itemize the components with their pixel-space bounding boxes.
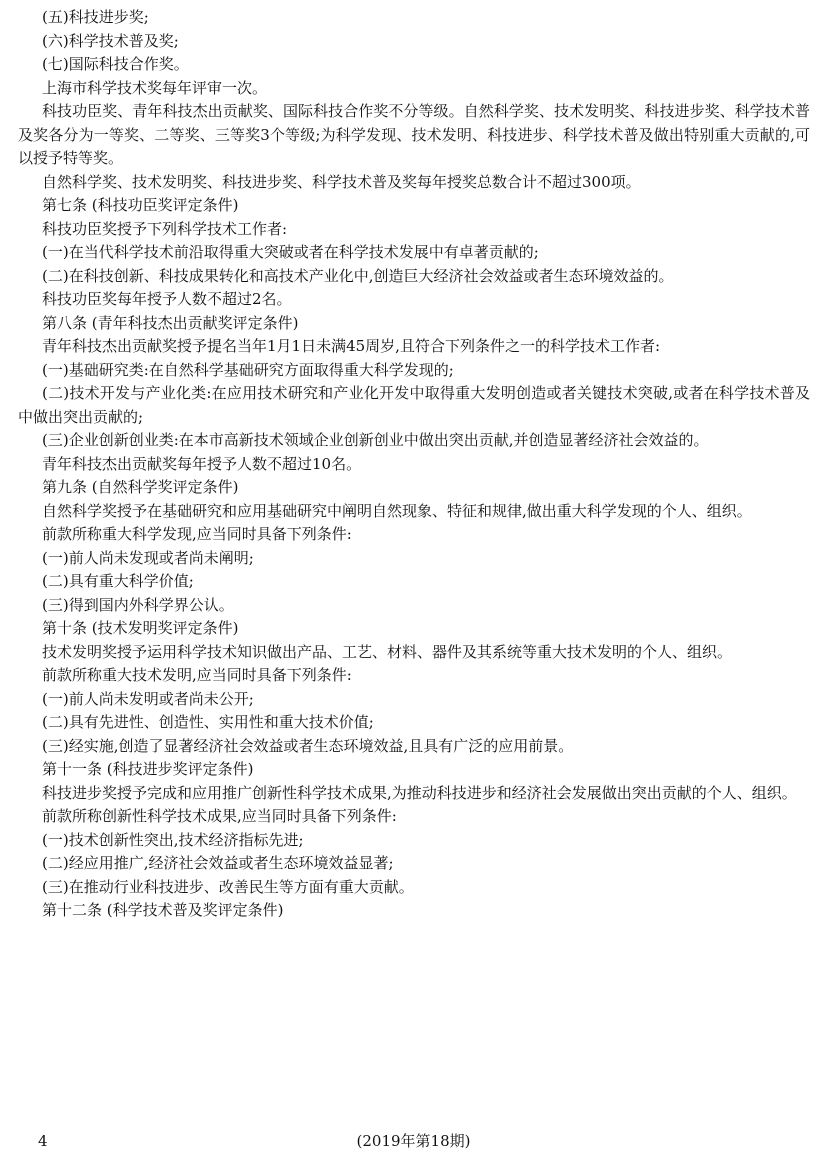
document-body	[18, 6, 810, 923]
page-footer	[0, 1130, 827, 1152]
paragraph: (三)企业创新创业类:在本市高新技术领域企业创新创业中做出突出贡献,并创造显著经济社会效益的。	[42, 431, 709, 449]
paragraph: (一)前人尚未发明或者尚未公开;	[42, 689, 254, 708]
paragraph: (一)基础研究类:在自然科学基础研究方面取得重大科学发现的;	[42, 360, 454, 379]
paragraph: 第七条 (科技功臣奖评定条件)	[42, 196, 239, 214]
paragraph: 科技功臣奖每年授予人数不超过2名。	[42, 290, 292, 308]
paragraph: 科技功臣奖授予下列科学技术工作者:	[42, 219, 288, 238]
paragraph: (三)在推动行业科技进步、改善民生等方面有重大贡献。	[42, 877, 414, 896]
paragraph: 第八条 (青年科技杰出贡献奖评定条件)	[42, 313, 299, 332]
paragraph: (三)经实施,创造了显著经济社会效益或者生态环境效益,且具有广泛的应用前景。	[42, 736, 574, 755]
paragraph: 第九条 (自然科学奖评定条件)	[42, 478, 239, 496]
paragraph: 第十条 (技术发明奖评定条件)	[42, 619, 239, 637]
paragraph: 第十一条 (科技进步奖评定条件)	[42, 760, 254, 778]
paragraph: (一)前人尚未发现或者尚未阐明;	[42, 548, 254, 567]
issue-label: (2019年第18期)	[356, 1132, 471, 1150]
page-number: 4	[38, 1132, 48, 1150]
paragraph: (二)具有先进性、创造性、实用性和重大技术价值;	[42, 713, 374, 731]
paragraph: 科技功臣奖、青年科技杰出贡献奖、国际科技合作奖不分等级。自然科学奖、技术发明奖、科技进步奖、科学技术普及奖各分为一等奖、二等奖、三等奖3个等级;为科学发现、技术发明、科技进步、科学技术普及做出特别重大贡献的,可以授予特等奖。	[18, 102, 810, 167]
paragraph: (一)技术创新性突出,技术经济指标先进;	[42, 830, 304, 849]
paragraph: (二)技术开发与产业化类:在应用技术研究和产业化开发中取得重大发明创造或者关键技术突破,或者在科学技术普及中做出突出贡献的;	[18, 384, 810, 426]
paragraph: 技术发明奖授予运用科学技术知识做出产品、工艺、材料、器件及其系统等重大技术发明的个人、组织。	[42, 642, 733, 661]
paragraph: (二)具有重大科学价值;	[42, 572, 194, 590]
paragraph: 第十二条 (科学技术普及奖评定条件)	[42, 901, 284, 919]
paragraph: 前款所称重大技术发明,应当同时具备下列条件:	[42, 666, 352, 684]
paragraph: (二)在科技创新、科技成果转化和高技术产业化中,创造巨大经济社会效益或者生态环境效益的。	[42, 266, 674, 285]
paragraph: 前款所称重大科学发现,应当同时具备下列条件:	[42, 525, 352, 543]
paragraph: 青年科技杰出贡献奖每年授予人数不超过10名。	[42, 454, 362, 473]
paragraph: 自然科学奖授予在基础研究和应用基础研究中阐明自然现象、特征和规律,做出重大科学发现的个人、组织。	[42, 501, 752, 520]
paragraph: (七)国际科技合作奖。	[42, 55, 189, 73]
paragraph: 青年科技杰出贡献奖授予提名当年1月1日未满45周岁,且符合下列条件之一的科学技术工作者:	[42, 337, 660, 355]
paragraph: (一)在当代科学技术前沿取得重大突破或者在科学技术发展中有卓著贡献的;	[42, 243, 539, 261]
paragraph: 自然科学奖、技术发明奖、科技进步奖、科学技术普及奖每年授奖总数合计不超过300项。	[42, 172, 641, 191]
paragraph: (五)科技进步奖;	[42, 8, 149, 26]
paragraph: 科技进步奖授予完成和应用推广创新性科学技术成果,为推动科技进步和经济社会发展做出突出贡献的个人、组织。	[42, 783, 797, 802]
paragraph: (六)科学技术普及奖;	[42, 31, 179, 50]
paragraph: (二)经应用推广,经济社会效益或者生态环境效益显著;	[42, 854, 394, 872]
paragraph: 前款所称创新性科学技术成果,应当同时具备下列条件:	[42, 807, 397, 825]
paragraph: (三)得到国内外科学界公认。	[42, 595, 234, 614]
paragraph: 上海市科学技术奖每年评审一次。	[42, 78, 268, 97]
